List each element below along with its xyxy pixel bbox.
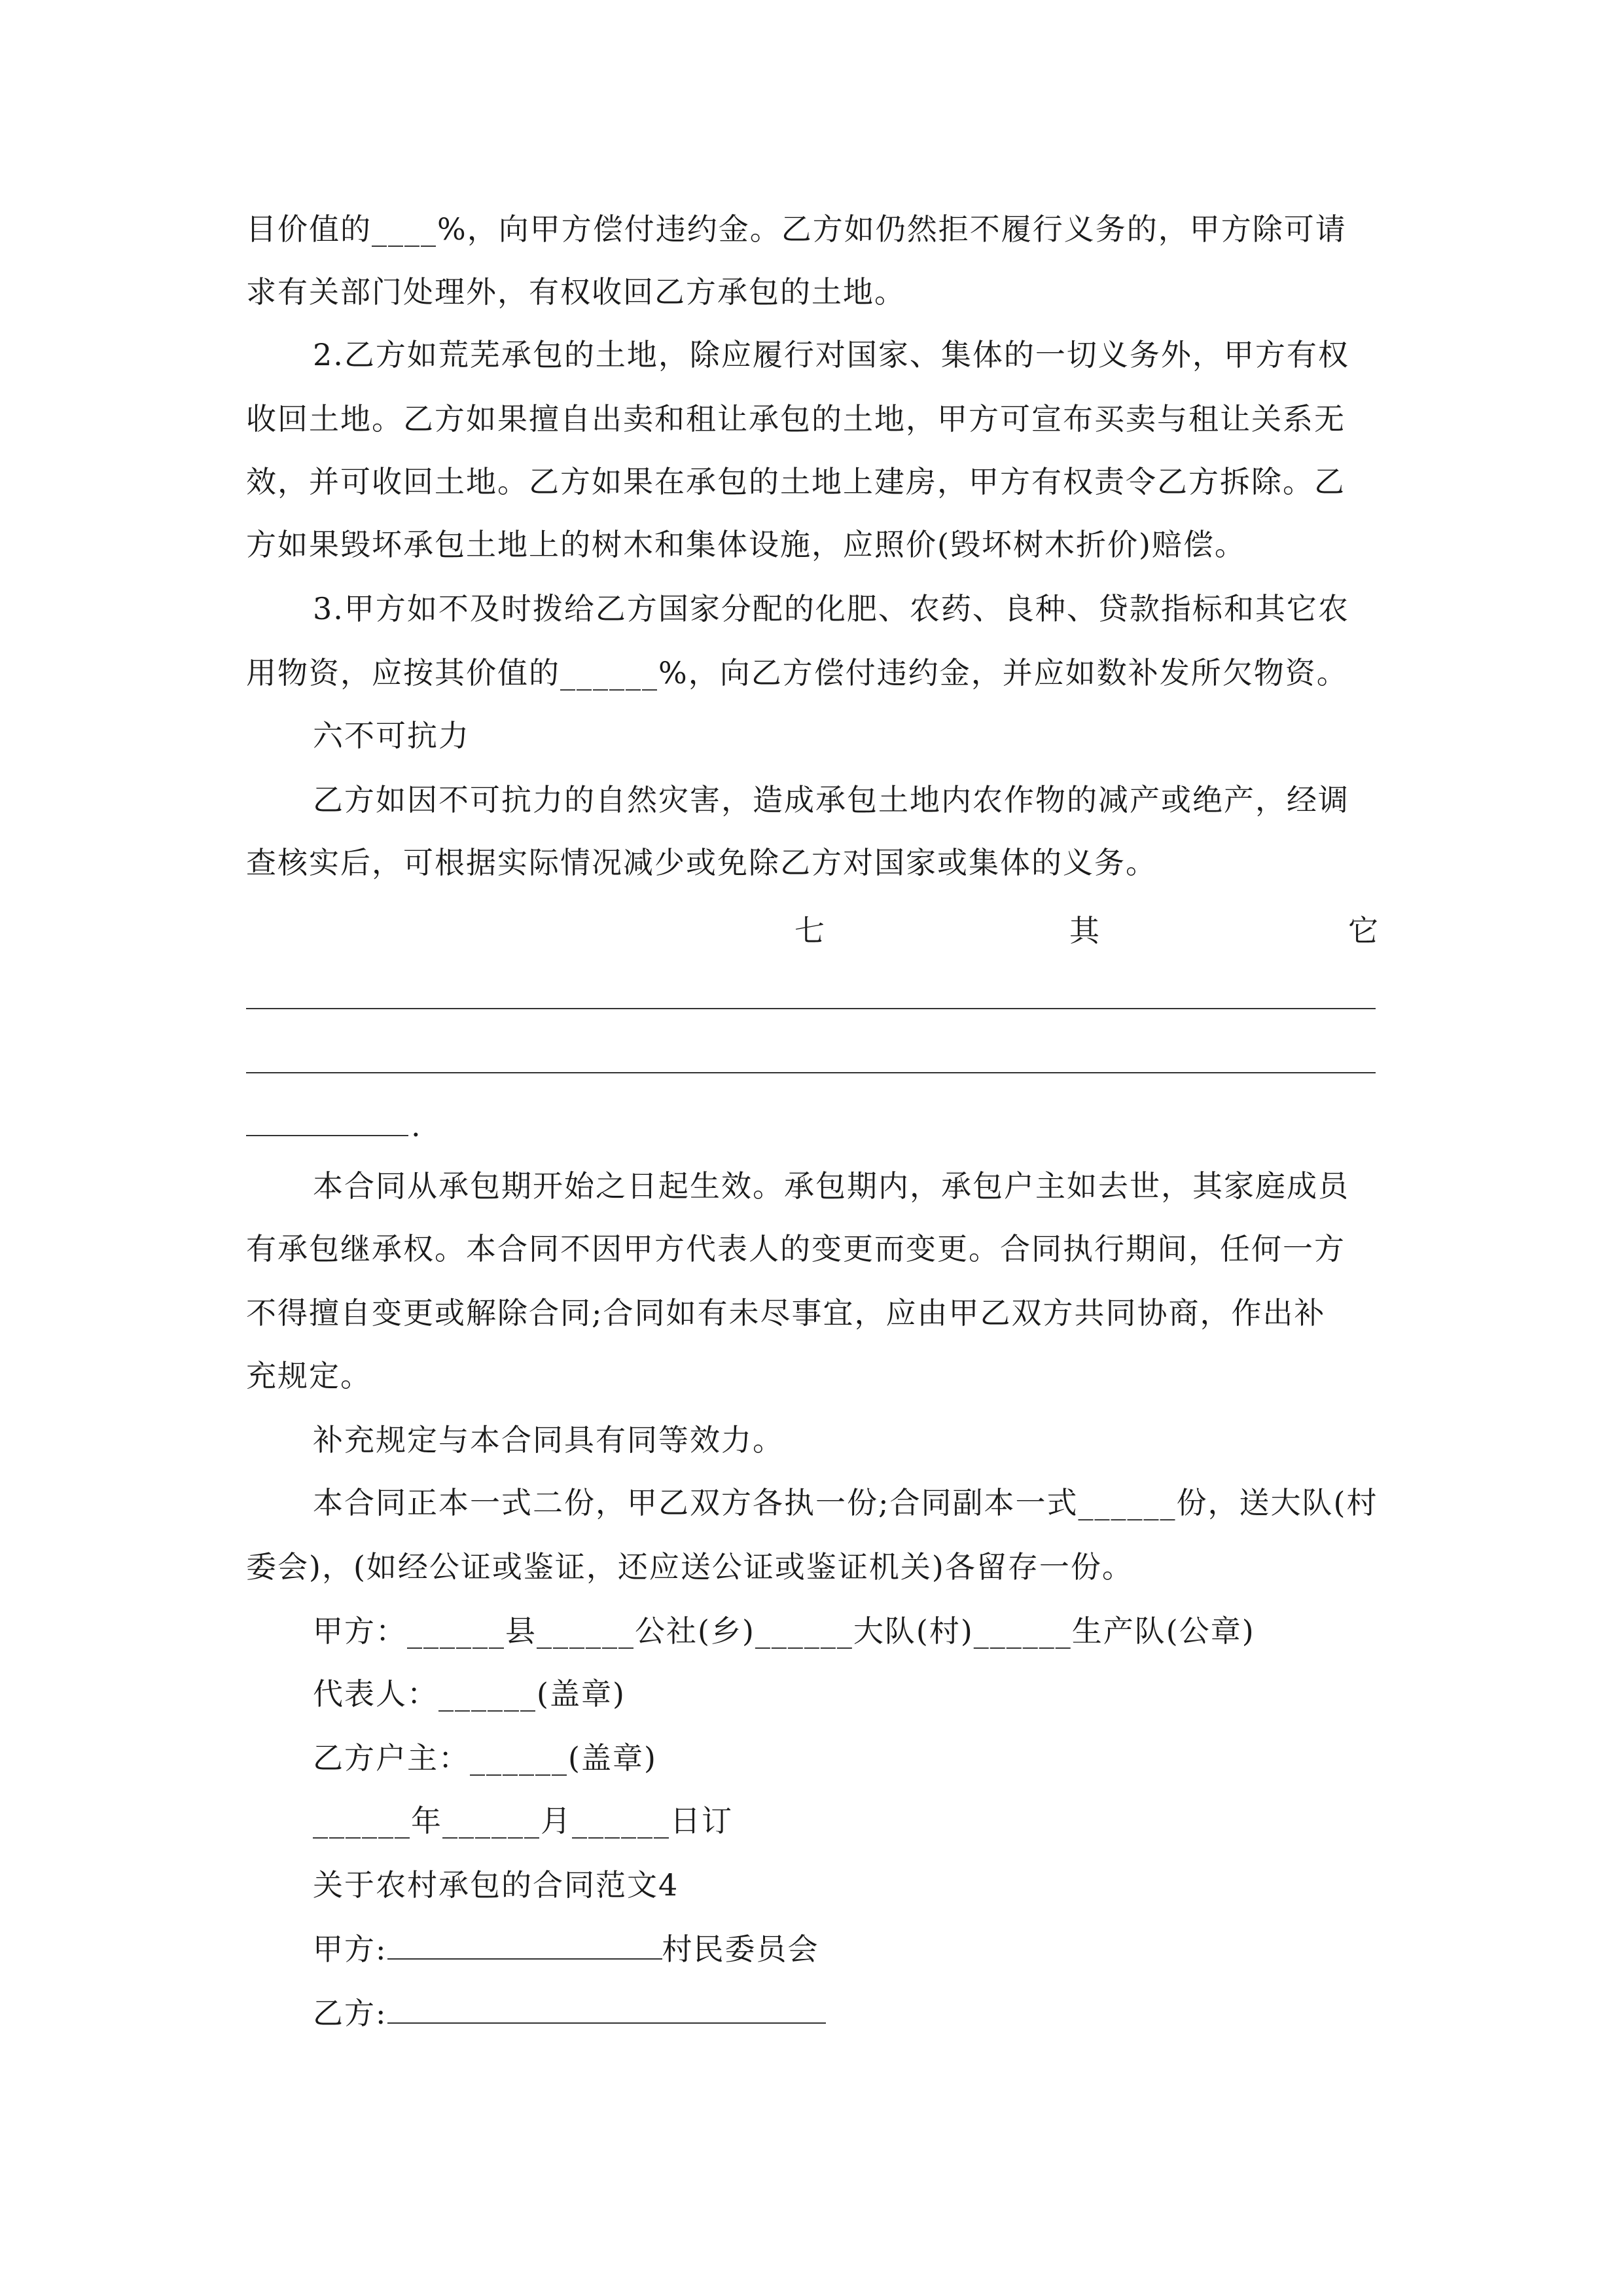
signature-line-party-b: 乙方户主：______(盖章) [313,1740,657,1776]
heading-char: 其 [1069,913,1099,948]
fill-in-line [246,1072,1376,1073]
paragraph-line: 本合同从承包期开始之日起生效。承包期内，承包户主如去世，其家庭成员 [313,1168,1349,1204]
paragraph-line: 2.乙方如荒芜承包的土地，除应履行对国家、集体的一切义务外，甲方有权 [313,337,1349,372]
paragraph-line: 目价值的____%，向甲方偿付违约金。乙方如仍然拒不履行义务的，甲方除可请 [246,211,1347,247]
fill-in-line [246,1008,1376,1009]
date-line: ______年______月______日订 [313,1803,733,1839]
paragraph-line: 效，并可收回土地。乙方如果在承包的土地上建房，甲方有权责令乙方拆除。乙 [246,464,1346,499]
period-mark: . [411,1108,421,1143]
party-b-label: 乙方: [313,1996,387,2031]
section-heading: 六不可抗力 [313,718,470,753]
paragraph-line: 查核实后，可根据实际情况减少或免除乙方对国家或集体的义务。 [246,845,1157,880]
paragraph-line: 充规定。 [246,1358,372,1393]
paragraph-line: 收回土地。乙方如果擅自出卖和租让承包的土地，甲方可宣布买卖与租让关系无 [246,401,1346,437]
party-b-field [313,1994,826,2033]
party-a-field [313,1929,819,1969]
party-b-blank [387,1996,826,2024]
paragraph-line: 3.甲方如不及时拨给乙方国家分配的化肥、农药、良种、贷款指标和其它农 [313,591,1349,626]
paragraph-line: 求有关部门处理外，有权收回乙方承包的土地。 [246,274,906,310]
section-seven-heading [794,911,1381,950]
document-title: 关于农村承包的合同范文4 [313,1867,679,1903]
paragraph-line: 有承包继承权。本合同不因甲方代表人的变更而变更。合同执行期间，任何一方 [246,1231,1346,1266]
paragraph-line: 不得擅自变更或解除合同;合同如有未尽事宜，应由甲乙双方共同协商，作出补 [246,1295,1326,1331]
paragraph-line: 本合同正本一式二份，甲乙双方各执一份;合同副本一式______份，送大队(村 [313,1485,1378,1520]
paragraph-line: 补充规定与本合同具有同等效力。 [313,1422,784,1458]
heading-char: 它 [1348,913,1378,948]
party-a-blank [387,1932,662,1960]
paragraph-line: 委会)，(如经公证或鉴证，还应送公证或鉴证机关)各留存一份。 [246,1549,1133,1585]
paragraph-line: 用物资，应按其价值的______%，向乙方偿付违约金，并应如数补发所欠物资。 [246,655,1348,691]
fill-in-line [246,1135,408,1136]
heading-char: 七 [794,913,825,948]
paragraph-line: 方如果毁坏承包土地上的树木和集体设施，应照价(毁坏树木折价)赔偿。 [246,527,1246,562]
paragraph-line: 乙方如因不可抗力的自然灾害，造成承包土地内农作物的减产或绝产，经调 [313,782,1349,817]
party-a-label: 甲方: [313,1931,387,1967]
signature-line-party-a: 甲方：______县______公社(乡)______大队(村)______生产队(公章) [313,1613,1255,1649]
signature-line-representative: 代表人：______(盖章) [313,1676,626,1712]
party-a-suffix: 村民委员会 [662,1931,819,1967]
